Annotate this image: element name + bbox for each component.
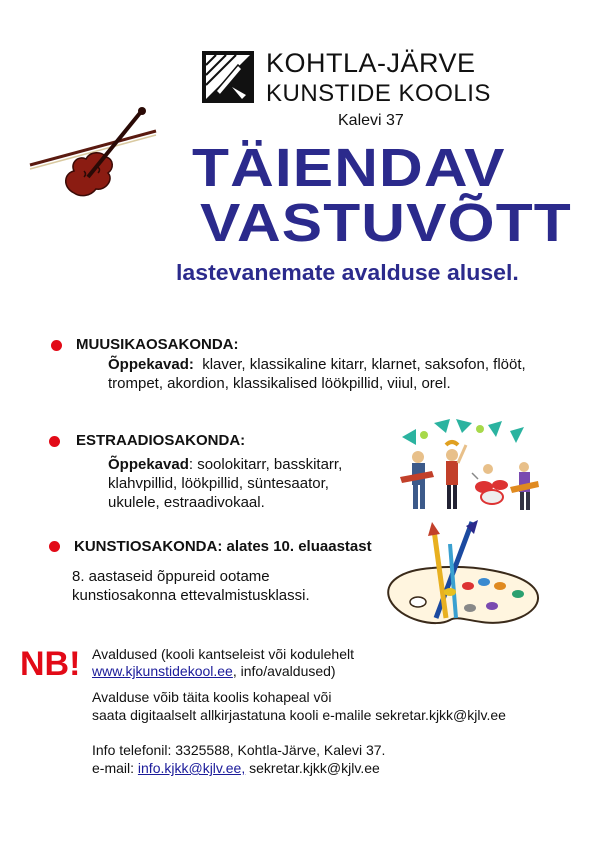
section-estrada-title: ESTRAADIOSAKONDA: <box>76 432 246 449</box>
contact-email-label: e-mail: <box>92 760 138 776</box>
contact-email-rest: sekretar.kjkk@kjlv.ee <box>245 760 380 776</box>
section-music-label: Õppekavad: <box>108 356 194 373</box>
headline-line1: TÄIENDAV <box>192 138 506 198</box>
notice-line3: Avalduse võib täita koolis kohapeal või <box>92 689 332 705</box>
section-estrada-text-1 <box>108 455 342 474</box>
section-estrada-text-3: ukulele, estraadivokaal. <box>108 494 265 511</box>
notice-line4: saata digitaalselt allkirjastatuna kooli e-malile sekretar.kjkk@kjlv.ee <box>92 707 506 723</box>
paint-palette-icon <box>380 520 545 632</box>
notice-line2 <box>92 662 336 680</box>
school-website-link[interactable]: www.kjkunstidekool.ee <box>92 663 233 679</box>
headline-line2: VASTUVÕTT <box>200 193 572 253</box>
section-estrada-text-2: klahvpillid, löökpillid, süntesaator, <box>108 475 329 492</box>
violin-icon <box>26 105 166 205</box>
school-address: Kalevi 37 <box>338 112 404 129</box>
headline-subtitle: lastevanemate avalduse alusel. <box>176 260 519 285</box>
contact-email-link[interactable]: info.kjkk@kjlv.ee, <box>137 760 246 776</box>
band-icon <box>392 415 542 515</box>
section-art-title: KUNSTIOSAKONDA: alates 10. eluaastast <box>74 538 372 555</box>
bullet-icon <box>49 541 60 552</box>
contact-email <box>92 759 380 777</box>
section-music-title: MUUSIKAOSAKONDA: <box>76 336 239 353</box>
section-estrada-label: Õppekavad <box>108 456 189 473</box>
notice-line2-rest: , info/avaldused) <box>232 663 336 679</box>
section-art-text-1: 8. aastaseid õppureid ootame <box>72 568 270 585</box>
bullet-icon <box>51 340 62 351</box>
section-art-text-2: kunstiosakonna ettevalmistusklassi. <box>72 587 310 604</box>
section-estrada-programs: : soolokitarr, basskitarr, <box>188 456 343 473</box>
section-music-text-2: trompet, akordion, klassikalised löökpillid, viiul, orel. <box>108 375 451 392</box>
bullet-icon <box>49 436 60 447</box>
nb-badge: NB! <box>20 645 81 683</box>
school-logo-icon <box>202 51 254 103</box>
notice-line1: Avaldused (kooli kantseleist või kodulehelt <box>92 646 355 662</box>
section-music-text-1 <box>108 355 526 374</box>
section-music-programs: klaver, klassikaline kitarr, klarnet, saksofon, flööt, <box>202 356 526 373</box>
contact-phone: Info telefonil: 3325588, Kohtla-Järve, Kalevi 37. <box>92 742 386 758</box>
school-name-line2: KUNSTIDE KOOLIS <box>266 80 491 107</box>
school-name-line1: KOHTLA-JÄRVE <box>266 48 476 78</box>
